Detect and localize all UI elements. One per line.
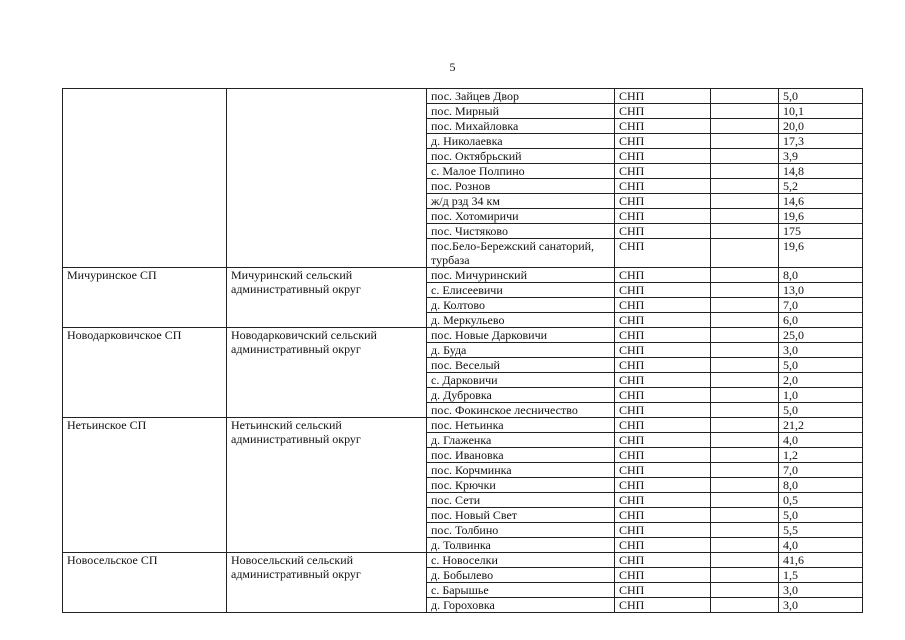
district-cell: Новосельский сельский административный округ xyxy=(227,553,427,613)
blank-cell xyxy=(711,463,779,478)
locality-cell: с. Елисеевичи xyxy=(427,283,615,298)
locality-cell: пос. Октябрьский xyxy=(427,149,615,164)
value-cell: 21,2 xyxy=(779,418,863,433)
value-cell: 175 xyxy=(779,224,863,239)
locality-cell: пос. Веселый xyxy=(427,358,615,373)
table-row xyxy=(63,268,863,283)
table-row xyxy=(63,418,863,433)
value-cell: 3,0 xyxy=(779,583,863,598)
blank-cell xyxy=(711,313,779,328)
type-cell: СНП xyxy=(615,403,711,418)
type-cell: СНП xyxy=(615,358,711,373)
value-cell: 1,2 xyxy=(779,448,863,463)
value-cell: 3,9 xyxy=(779,149,863,164)
locality-cell: д. Колтово xyxy=(427,298,615,313)
value-cell: 4,0 xyxy=(779,538,863,553)
blank-cell xyxy=(711,508,779,523)
value-cell: 7,0 xyxy=(779,298,863,313)
blank-cell xyxy=(711,523,779,538)
value-cell: 41,6 xyxy=(779,553,863,568)
page-number: 5 xyxy=(449,60,456,74)
blank-cell xyxy=(711,119,779,134)
type-cell: СНП xyxy=(615,298,711,313)
type-cell: СНП xyxy=(615,418,711,433)
locality-cell: пос. Чистяково xyxy=(427,224,615,239)
blank-cell xyxy=(711,134,779,149)
type-cell: СНП xyxy=(615,209,711,224)
locality-cell: пос.Бело-Бережский санаторий, турбаза xyxy=(427,239,615,268)
blank-cell xyxy=(711,538,779,553)
locality-cell: д. Бобылево xyxy=(427,568,615,583)
type-cell: СНП xyxy=(615,343,711,358)
blank-cell xyxy=(711,568,779,583)
value-cell: 17,3 xyxy=(779,134,863,149)
type-cell: СНП xyxy=(615,448,711,463)
value-cell: 19,6 xyxy=(779,239,863,268)
value-cell: 0,5 xyxy=(779,493,863,508)
value-cell: 10,1 xyxy=(779,104,863,119)
locality-cell: пос. Мирный xyxy=(427,104,615,119)
blank-cell xyxy=(711,239,779,268)
blank-cell xyxy=(711,343,779,358)
blank-cell xyxy=(711,164,779,179)
value-cell: 5,0 xyxy=(779,508,863,523)
type-cell: СНП xyxy=(615,583,711,598)
value-cell: 5,5 xyxy=(779,523,863,538)
type-cell: СНП xyxy=(615,268,711,283)
locality-cell: пос. Зайцев Двор xyxy=(427,89,615,104)
blank-cell xyxy=(711,89,779,104)
value-cell: 5,0 xyxy=(779,403,863,418)
type-cell: СНП xyxy=(615,553,711,568)
settlement-cell: Нетьинское СП xyxy=(63,418,227,553)
type-cell: СНП xyxy=(615,149,711,164)
settlement-cell xyxy=(63,89,227,268)
type-cell: СНП xyxy=(615,134,711,149)
locality-cell: пос. Толбино xyxy=(427,523,615,538)
locality-cell: пос. Мичуринский xyxy=(427,268,615,283)
settlement-cell: Новосельское СП xyxy=(63,553,227,613)
value-cell: 14,8 xyxy=(779,164,863,179)
type-cell: СНП xyxy=(615,463,711,478)
type-cell: СНП xyxy=(615,568,711,583)
value-cell: 5,0 xyxy=(779,358,863,373)
locality-cell: д. Николаевка xyxy=(427,134,615,149)
district-cell: Мичуринский сельский административный округ xyxy=(227,268,427,328)
locality-cell: с. Малое Полпино xyxy=(427,164,615,179)
type-cell: СНП xyxy=(615,224,711,239)
locality-cell: пос. Хотомиричи xyxy=(427,209,615,224)
table-row xyxy=(63,89,863,104)
locality-cell: д. Глаженка xyxy=(427,433,615,448)
blank-cell xyxy=(711,149,779,164)
type-cell: СНП xyxy=(615,508,711,523)
locality-cell: пос. Рознов xyxy=(427,179,615,194)
locality-cell: д. Дубровка xyxy=(427,388,615,403)
value-cell: 14,6 xyxy=(779,194,863,209)
blank-cell xyxy=(711,358,779,373)
blank-cell xyxy=(711,298,779,313)
blank-cell xyxy=(711,583,779,598)
blank-cell xyxy=(711,598,779,613)
table-row xyxy=(63,328,863,343)
settlement-cell: Новодарковичское СП xyxy=(63,328,227,418)
blank-cell xyxy=(711,448,779,463)
blank-cell xyxy=(711,433,779,448)
locality-cell: д. Толвинка xyxy=(427,538,615,553)
type-cell: СНП xyxy=(615,119,711,134)
locality-cell: ж/д рзд 34 км xyxy=(427,194,615,209)
type-cell: СНП xyxy=(615,478,711,493)
type-cell: СНП xyxy=(615,433,711,448)
value-cell: 8,0 xyxy=(779,478,863,493)
blank-cell xyxy=(711,268,779,283)
type-cell: СНП xyxy=(615,373,711,388)
locality-cell: д. Меркульево xyxy=(427,313,615,328)
blank-cell xyxy=(711,328,779,343)
locality-cell: пос. Михайловка xyxy=(427,119,615,134)
type-cell: СНП xyxy=(615,493,711,508)
value-cell: 7,0 xyxy=(779,463,863,478)
locality-cell: пос. Корчминка xyxy=(427,463,615,478)
locality-cell: пос. Ивановка xyxy=(427,448,615,463)
value-cell: 3,0 xyxy=(779,343,863,358)
value-cell: 2,0 xyxy=(779,373,863,388)
district-cell: Нетьинский сельский административный округ xyxy=(227,418,427,553)
value-cell: 19,6 xyxy=(779,209,863,224)
value-cell: 1,0 xyxy=(779,388,863,403)
blank-cell xyxy=(711,209,779,224)
blank-cell xyxy=(711,104,779,119)
locality-cell: д. Гороховка xyxy=(427,598,615,613)
settlement-cell: Мичуринское СП xyxy=(63,268,227,328)
type-cell: СНП xyxy=(615,104,711,119)
type-cell: СНП xyxy=(615,179,711,194)
type-cell: СНП xyxy=(615,598,711,613)
blank-cell xyxy=(711,553,779,568)
blank-cell xyxy=(711,373,779,388)
blank-cell xyxy=(711,194,779,209)
locality-cell: с. Барышье xyxy=(427,583,615,598)
value-cell: 6,0 xyxy=(779,313,863,328)
district-cell xyxy=(227,89,427,268)
value-cell: 25,0 xyxy=(779,328,863,343)
district-cell: Новодарковичский сельский административный округ xyxy=(227,328,427,418)
value-cell: 3,0 xyxy=(779,598,863,613)
type-cell: СНП xyxy=(615,164,711,179)
locality-cell: с. Дарковичи xyxy=(427,373,615,388)
type-cell: СНП xyxy=(615,538,711,553)
type-cell: СНП xyxy=(615,89,711,104)
value-cell: 5,0 xyxy=(779,89,863,104)
blank-cell xyxy=(711,388,779,403)
blank-cell xyxy=(711,493,779,508)
locality-cell: д. Буда xyxy=(427,343,615,358)
value-cell: 8,0 xyxy=(779,268,863,283)
locality-cell: пос. Новый Свет xyxy=(427,508,615,523)
value-cell: 1,5 xyxy=(779,568,863,583)
type-cell: СНП xyxy=(615,239,711,268)
value-cell: 13,0 xyxy=(779,283,863,298)
blank-cell xyxy=(711,224,779,239)
value-cell: 4,0 xyxy=(779,433,863,448)
type-cell: СНП xyxy=(615,313,711,328)
locality-cell: пос. Сети xyxy=(427,493,615,508)
blank-cell xyxy=(711,418,779,433)
table-row xyxy=(63,553,863,568)
blank-cell xyxy=(711,403,779,418)
type-cell: СНП xyxy=(615,388,711,403)
type-cell: СНП xyxy=(615,194,711,209)
locality-cell: пос. Новые Дарковичи xyxy=(427,328,615,343)
type-cell: СНП xyxy=(615,328,711,343)
blank-cell xyxy=(711,179,779,194)
value-cell: 5,2 xyxy=(779,179,863,194)
type-cell: СНП xyxy=(615,523,711,538)
locality-cell: с. Новоселки xyxy=(427,553,615,568)
value-cell: 20,0 xyxy=(779,119,863,134)
blank-cell xyxy=(711,478,779,493)
blank-cell xyxy=(711,283,779,298)
type-cell: СНП xyxy=(615,283,711,298)
locality-cell: пос. Крючки xyxy=(427,478,615,493)
locality-cell: пос. Фокинское лесничество xyxy=(427,403,615,418)
settlements-table xyxy=(62,88,863,613)
locality-cell: пос. Нетьинка xyxy=(427,418,615,433)
